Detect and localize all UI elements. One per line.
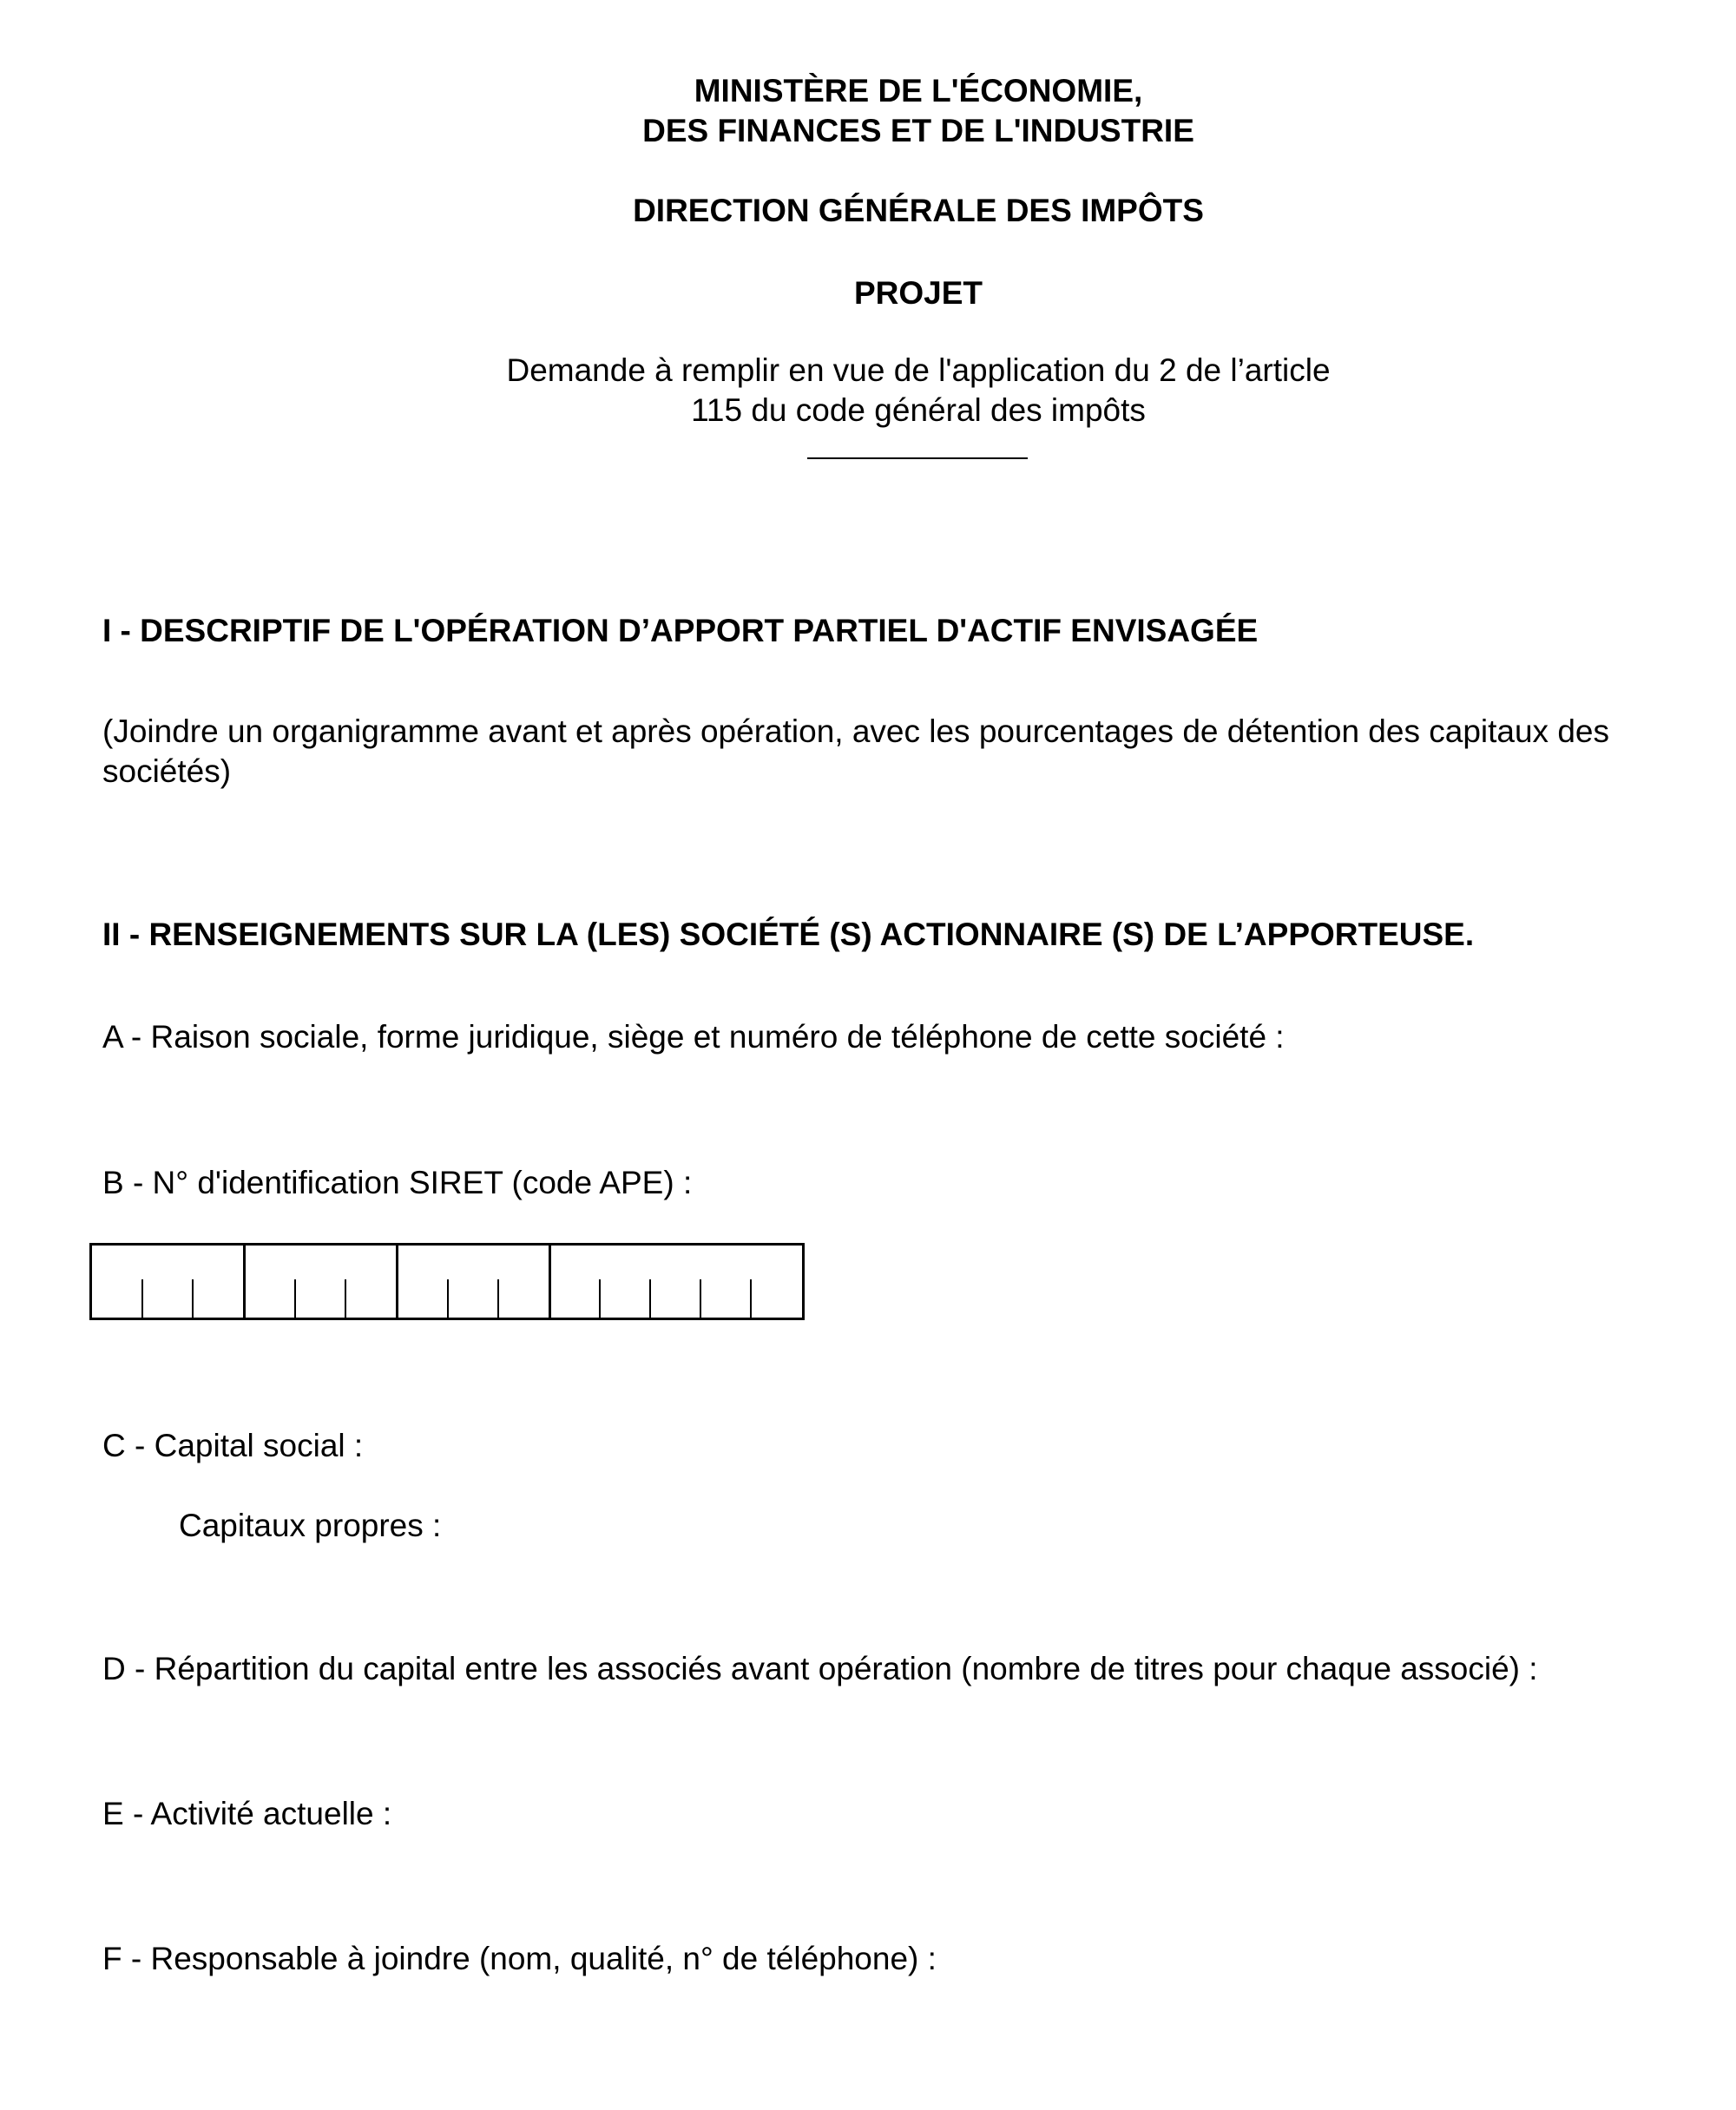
- ministry-heading: [484, 71, 1352, 151]
- siret-digit-divider: [294, 1279, 296, 1318]
- item-e-label: E - Activité actuelle :: [102, 1796, 392, 1831]
- section-1-title: I - DESCRIPTIF DE L'OPÉRATION D’APPORT PARTIEL D'ACTIF ENVISAGÉE: [102, 613, 1259, 648]
- item-c-sub-label: Capitaux propres :: [179, 1508, 442, 1543]
- status-heading: PROJET: [853, 275, 983, 311]
- subtitle-line-1: Demande à remplir en vue de l'application du 2 de l’article: [506, 352, 1331, 388]
- siret-digit-divider: [345, 1279, 346, 1318]
- item-f-label: F - Responsable à joindre (nom, qualité, n° de téléphone) :: [102, 1941, 937, 1976]
- form-subtitle: [484, 351, 1352, 431]
- ministry-line-2: DES FINANCES ET DE L'INDUSTRIE: [642, 113, 1194, 148]
- siret-digit-divider: [750, 1279, 752, 1318]
- direction-heading: DIRECTION GÉNÉRALE DES IMPÔTS: [633, 193, 1204, 228]
- siret-group-divider: [243, 1246, 246, 1318]
- section-1-note: (Joindre un organigramme avant et après opération, avec les pourcentages de détention des capitaux des sociétés): [102, 713, 1609, 789]
- siret-digit-divider: [192, 1279, 194, 1318]
- item-c-label: C - Capital social :: [102, 1428, 364, 1463]
- title-divider: [807, 457, 1028, 459]
- item-d-label: D - Répartition du capital entre les associés avant opération (nombre de titres pour chaque associé) :: [102, 1651, 1538, 1686]
- ministry-line-1: MINISTÈRE DE L'ÉCONOMIE,: [694, 73, 1143, 108]
- siret-digit-divider: [700, 1279, 701, 1318]
- siret-digit-divider: [497, 1279, 499, 1318]
- siret-digit-divider: [141, 1279, 143, 1318]
- siret-digit-divider: [649, 1279, 651, 1318]
- siret-input-grid[interactable]: [89, 1243, 805, 1320]
- siret-group-divider: [396, 1246, 398, 1318]
- siret-group-divider: [549, 1246, 551, 1318]
- item-b-label: B - N° d'identification SIRET (code APE) :: [102, 1165, 693, 1200]
- siret-digit-divider: [599, 1279, 601, 1318]
- siret-digit-divider: [447, 1279, 449, 1318]
- section-2-title: II - RENSEIGNEMENTS SUR LA (LES) SOCIÉTÉ (S) ACTIONNAIRE (S) DE L’APPORTEUSE.: [102, 917, 1475, 952]
- item-a-label: A - Raison sociale, forme juridique, siège et numéro de téléphone de cette société :: [102, 1019, 1285, 1055]
- subtitle-line-2: 115 du code général des impôts: [691, 392, 1146, 428]
